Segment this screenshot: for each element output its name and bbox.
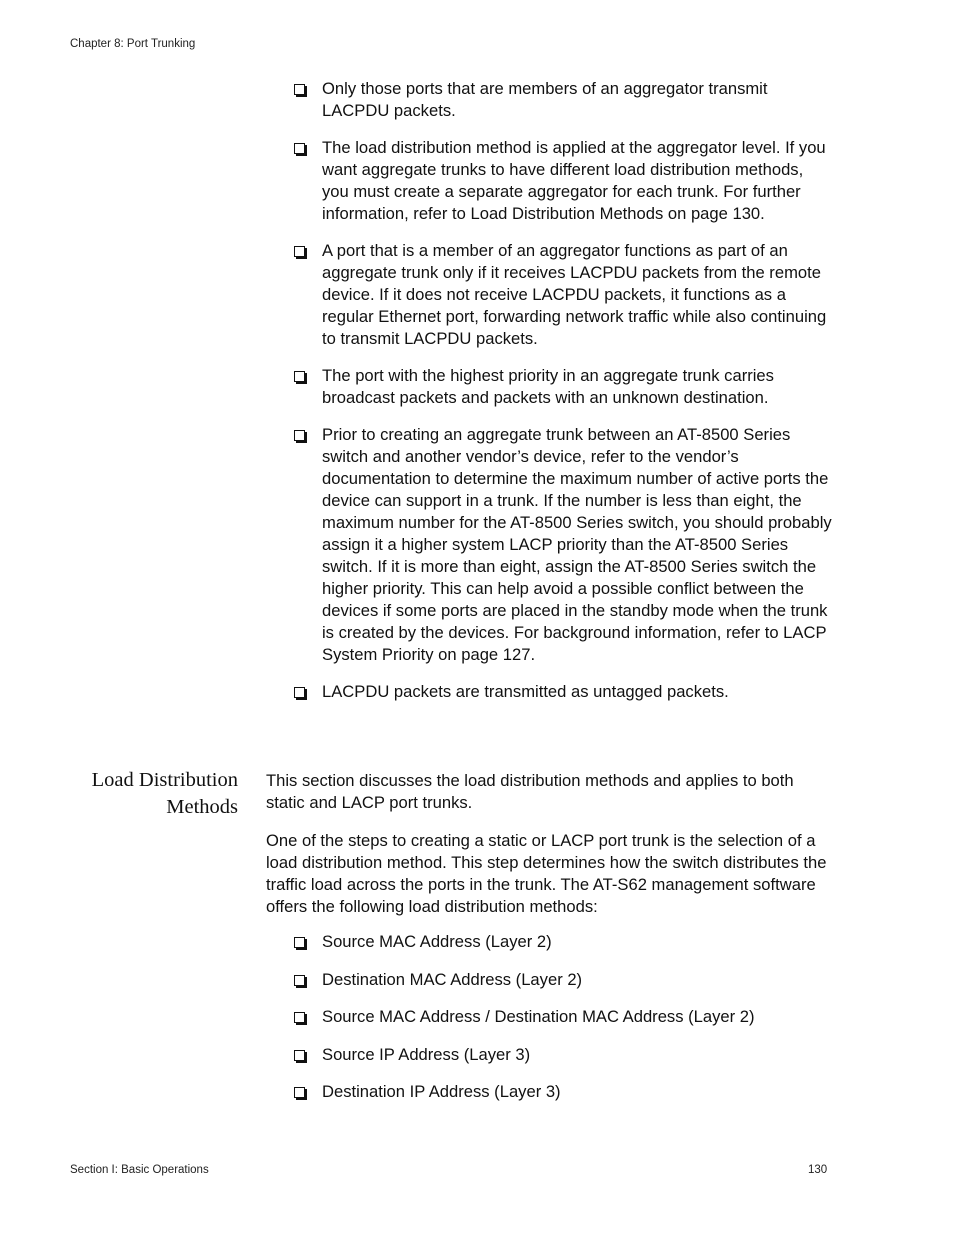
list-item-text: The port with the highest priority in an aggregate trunk carries broadcast packets and packets with an unknown destination.: [322, 366, 774, 407]
list-item: [294, 365, 834, 409]
top-bullet-list: [294, 78, 834, 718]
checkbox-bullet-icon: [294, 1087, 305, 1098]
checkbox-bullet-icon: [294, 937, 305, 948]
list-item: [294, 1044, 834, 1066]
footer-section-label: Section I: Basic Operations: [70, 1164, 209, 1176]
list-item: [294, 969, 834, 991]
checkbox-bullet-icon: [294, 371, 305, 382]
list-item-text: Source MAC Address / Destination MAC Address (Layer 2): [322, 1007, 755, 1026]
list-item-text: Source IP Address (Layer 3): [322, 1044, 531, 1064]
list-item: [294, 137, 834, 225]
checkbox-bullet-icon: [294, 246, 305, 257]
section-heading: [40, 767, 238, 821]
checkbox-bullet-icon: [294, 1050, 305, 1061]
checkbox-bullet-icon: [294, 143, 305, 154]
section-heading-line-1: Load Distribution: [91, 769, 238, 791]
list-item-text: Destination IP Address (Layer 3): [322, 1082, 561, 1101]
intro-paragraph: This section discusses the load distribution methods and applies to both static and LACP port trunks.: [266, 771, 794, 812]
list-item-text: LACPDU packets are transmitted as untagged packets.: [322, 682, 729, 701]
checkbox-bullet-icon: [294, 975, 305, 986]
page-number: 130: [808, 1164, 828, 1176]
list-item-text: Prior to creating an aggregate trunk between an AT-8500 Series switch and another vendor’s device, refer to the vendor’s documentation to determine the maximum number of active ports the device can support in a trunk. If the number is less than eight, the maximum number for the AT-8500 Series switch, you should probably assign it a higher system LACP priority than the AT-8500 Series switch. If it is more than eight, assign the AT-8500 Series switch the higher priority. This can help avoid a possible conflict between the devices if some ports are placed in the standby mode when the trunk is created by the devices. For background information, refer to LACP System Priority on page 127.: [322, 425, 832, 664]
checkbox-bullet-icon: [294, 430, 305, 441]
list-item: [294, 424, 834, 666]
checkbox-bullet-icon: [294, 687, 305, 698]
list-item: [294, 931, 834, 953]
body-paragraph: One of the steps to creating a static or LACP port trunk is the selection of a load distribution method. This step determines how the switch distributes the traffic load across the ports in the trunk. The AT-S62 management software offers the following load distribution methods:: [266, 831, 827, 916]
list-item-text: Source MAC Address (Layer 2): [322, 932, 552, 951]
list-item-text: Destination MAC Address (Layer 2): [322, 969, 583, 989]
methods-bullet-list: [294, 931, 834, 1119]
list-item: [294, 240, 834, 350]
list-item: [294, 681, 834, 703]
list-item: [294, 1081, 834, 1103]
list-item: [294, 78, 834, 122]
list-item-text: Only those ports that are members of an aggregator transmit LACPDU packets.: [322, 79, 768, 120]
list-item-text: A port that is a member of an aggregator functions as part of an aggregate trunk only if it receives LACPDU packets from the remote device. If it does not receive LACPDU packets, it functions as a regular Ethernet port, forwarding network traffic while also continuing to transmit LACPDU packets.: [322, 241, 827, 348]
checkbox-bullet-icon: [294, 84, 305, 95]
running-header: Chapter 8: Port Trunking: [70, 38, 196, 50]
list-item-text: The load distribution method is applied at the aggregator level. If you want aggregate trunks to have different load distribution methods, you must create a separate aggregator for each trunk. For further information, refer to Load Distribution Methods on page 130.: [322, 138, 826, 223]
section-heading-line-2: Methods: [166, 796, 238, 818]
checkbox-bullet-icon: [294, 1012, 305, 1023]
list-item: [294, 1006, 834, 1028]
